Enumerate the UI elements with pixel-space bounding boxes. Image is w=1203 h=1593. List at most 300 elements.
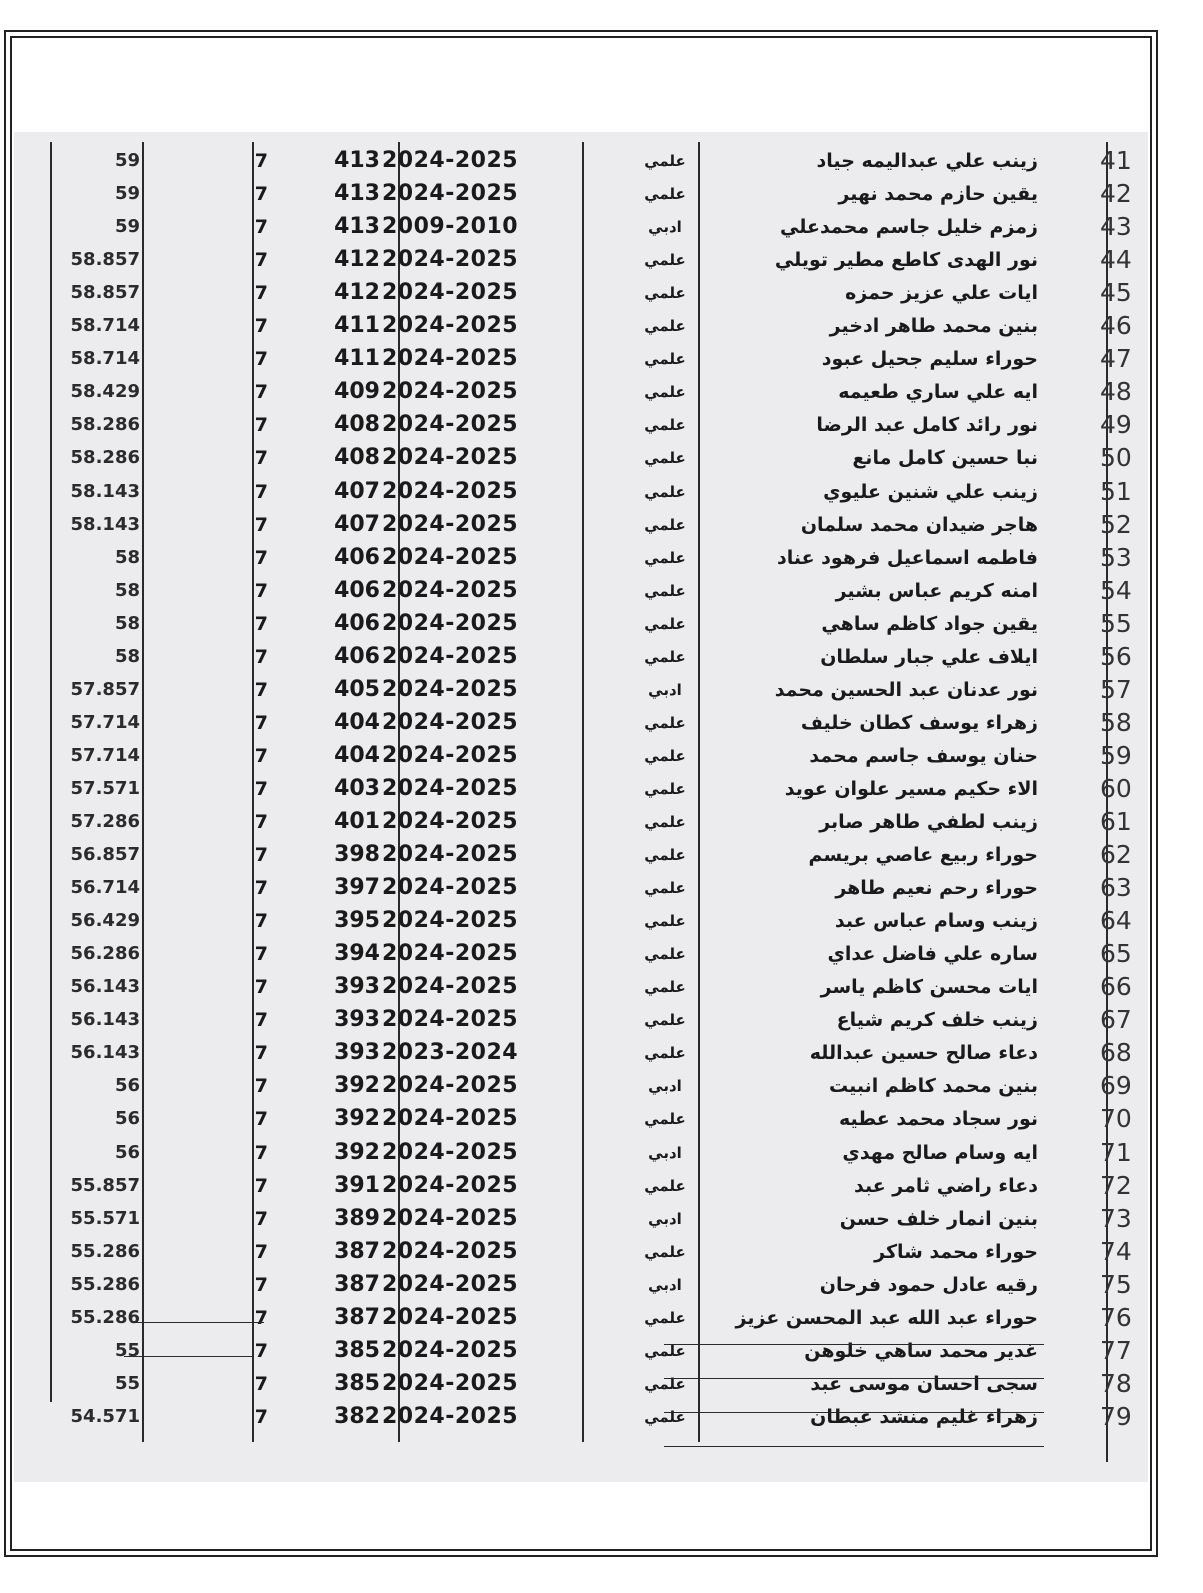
- total-score: 408: [334, 445, 380, 471]
- row-number: 64: [1100, 906, 1132, 936]
- total-score: 413: [334, 181, 380, 207]
- subject-count: 7: [254, 1273, 268, 1296]
- academic-year: 2024-2025: [382, 709, 519, 735]
- table-row: [14, 1204, 1148, 1234]
- average-score: 59: [114, 183, 140, 205]
- average-score: 56: [114, 1075, 140, 1097]
- academic-year: 2024-2025: [382, 1172, 519, 1198]
- row-number: 68: [1100, 1038, 1132, 1068]
- academic-year: 2024-2025: [382, 875, 519, 901]
- branch: علمي: [644, 152, 686, 170]
- total-score: 385: [334, 1337, 380, 1363]
- average-score: 56.429: [70, 910, 140, 932]
- average-score: 56.714: [70, 877, 140, 899]
- average-score: 58: [114, 579, 140, 601]
- academic-year: 2024-2025: [382, 1073, 519, 1099]
- branch: علمي: [644, 713, 686, 732]
- average-score: 58: [114, 546, 140, 568]
- table-row: [14, 774, 1148, 804]
- row-number: 47: [1100, 344, 1132, 374]
- subject-count: 7: [254, 579, 268, 602]
- branch: ادبي: [648, 218, 682, 237]
- table-row: [14, 906, 1148, 936]
- row-border: [664, 1412, 1044, 1413]
- academic-year: 2024-2025: [382, 1304, 519, 1330]
- average-score: 56.857: [70, 844, 140, 866]
- student-name: نور سجاد محمد عطيه: [838, 1108, 1038, 1131]
- academic-year: 2024-2025: [382, 1139, 519, 1165]
- total-score: 405: [334, 676, 380, 702]
- table-row: [14, 675, 1148, 705]
- academic-year: 2024-2025: [382, 379, 519, 405]
- student-name: حوراء رحم نعيم طاهر: [835, 877, 1038, 900]
- table-row: [14, 1402, 1148, 1432]
- subject-count: 7: [254, 1141, 268, 1164]
- total-score: 389: [334, 1205, 380, 1231]
- academic-year: 2024-2025: [382, 1238, 519, 1264]
- branch: علمي: [644, 1110, 686, 1129]
- academic-year: 2024-2025: [382, 643, 519, 669]
- academic-year: 2024-2025: [382, 280, 519, 306]
- table-row: [14, 1303, 1148, 1333]
- total-score: 406: [334, 610, 380, 636]
- row-number: 69: [1100, 1071, 1132, 1101]
- student-name: فاطمه اسماعيل فرهود عناد: [776, 546, 1038, 569]
- branch: علمي: [644, 1374, 686, 1393]
- row-number: 43: [1100, 212, 1132, 242]
- row-number: 77: [1100, 1335, 1132, 1365]
- average-score: 55.286: [70, 1273, 140, 1295]
- student-name: بنين محمد كاظم انبيت: [828, 1075, 1038, 1098]
- table-row: [14, 576, 1148, 606]
- academic-year: 2024-2025: [382, 1205, 519, 1231]
- total-score: 409: [334, 379, 380, 405]
- subject-count: 7: [254, 1009, 268, 1032]
- average-score: 58.286: [70, 414, 140, 436]
- row-number: 63: [1100, 873, 1132, 903]
- student-name: يقين حازم محمد نهير: [838, 183, 1038, 206]
- row-number: 57: [1100, 674, 1132, 704]
- total-score: 387: [334, 1238, 380, 1264]
- row-border: [664, 1378, 1044, 1379]
- total-score: 411: [334, 313, 380, 339]
- subject-count: 7: [254, 249, 268, 272]
- total-score: 411: [334, 346, 380, 372]
- student-name: ايلاف علي جبار سلطان: [820, 645, 1038, 668]
- total-score: 393: [334, 1040, 380, 1066]
- table-row: [14, 311, 1148, 341]
- academic-year: 2024-2025: [382, 1007, 519, 1033]
- row-number: 46: [1100, 311, 1132, 341]
- row-number: 54: [1100, 575, 1132, 605]
- table-row: [14, 245, 1148, 275]
- subject-count: 7: [254, 480, 268, 503]
- table-row: [14, 179, 1148, 209]
- row-number: 75: [1100, 1269, 1132, 1299]
- total-score: 412: [334, 280, 380, 306]
- average-score: 55: [114, 1372, 140, 1394]
- branch: علمي: [644, 1176, 686, 1195]
- row-number: 65: [1100, 939, 1132, 969]
- total-score: 401: [334, 809, 380, 834]
- branch: علمي: [644, 746, 686, 765]
- table-row: [14, 741, 1148, 771]
- total-score: 387: [334, 1271, 380, 1297]
- subject-count: 7: [254, 150, 268, 172]
- average-score: 57.286: [70, 811, 140, 832]
- total-score: 395: [334, 908, 380, 934]
- subject-count: 7: [254, 976, 268, 999]
- student-name: ساره علي فاضل عداي: [827, 943, 1038, 966]
- academic-year: 2024-2025: [382, 1403, 519, 1429]
- table-row: [14, 1104, 1148, 1134]
- table-row: [14, 1071, 1148, 1101]
- total-score: 413: [334, 148, 380, 173]
- academic-year: 2024-2025: [382, 247, 519, 273]
- row-number: 59: [1100, 740, 1132, 770]
- branch: علمي: [644, 350, 686, 369]
- branch: علمي: [644, 945, 686, 964]
- subject-count: 7: [254, 1240, 268, 1263]
- academic-year: 2024-2025: [382, 1370, 519, 1396]
- academic-year: 2023-2024: [382, 1040, 519, 1066]
- branch: علمي: [644, 548, 686, 567]
- total-score: 393: [334, 974, 380, 1000]
- average-score: 56: [114, 1108, 140, 1130]
- branch: علمي: [644, 515, 686, 534]
- subject-count: 7: [254, 513, 268, 536]
- student-name: زهراء يوسف كطان خليف: [800, 711, 1038, 734]
- subject-count: 7: [254, 910, 268, 933]
- average-score: 59: [114, 216, 140, 238]
- row-number: 73: [1100, 1203, 1132, 1233]
- total-score: 406: [334, 577, 380, 603]
- total-score: 392: [334, 1139, 380, 1165]
- subject-count: 7: [254, 1108, 268, 1131]
- academic-year: 2024-2025: [382, 742, 519, 768]
- subject-count: 7: [254, 612, 268, 635]
- table-row: [14, 377, 1148, 407]
- row-border: [124, 1356, 254, 1357]
- average-score: 58: [114, 645, 140, 667]
- total-score: 394: [334, 941, 380, 967]
- total-score: 398: [334, 842, 380, 868]
- average-score: 58.143: [70, 480, 140, 502]
- row-number: 62: [1100, 840, 1132, 870]
- student-name: حوراء محمد شاكر: [874, 1240, 1038, 1263]
- subject-count: 7: [254, 1207, 268, 1230]
- academic-year: 2024-2025: [382, 809, 519, 834]
- average-score: 57.714: [70, 711, 140, 733]
- total-score: 406: [334, 643, 380, 669]
- academic-year: 2024-2025: [382, 941, 519, 967]
- average-score: 58.857: [70, 282, 140, 304]
- academic-year: 2024-2025: [382, 313, 519, 339]
- student-name: ايات علي عزيز حمزه: [845, 282, 1038, 305]
- academic-year: 2024-2025: [382, 445, 519, 471]
- row-number: 50: [1100, 443, 1132, 473]
- branch: علمي: [644, 581, 686, 600]
- average-score: 55.286: [70, 1306, 140, 1328]
- row-border: [134, 1322, 264, 1323]
- subject-count: 7: [254, 811, 268, 833]
- total-score: 387: [334, 1304, 380, 1330]
- student-name: حوراء عبد الله عبد المحسن عزيز: [735, 1306, 1038, 1329]
- student-name: نبا حسين كامل مانع: [852, 447, 1038, 470]
- total-score: 404: [334, 709, 380, 735]
- average-score: 56.143: [70, 1042, 140, 1064]
- row-number: 78: [1100, 1368, 1132, 1398]
- average-score: 59: [114, 150, 140, 171]
- academic-year: 2024-2025: [382, 974, 519, 1000]
- student-name: نور عدنان عبد الحسين محمد: [774, 678, 1038, 701]
- student-name: زينب وسام عباس عبد: [834, 910, 1038, 933]
- academic-year: 2024-2025: [382, 676, 519, 702]
- subject-count: 7: [254, 381, 268, 404]
- branch: علمي: [644, 284, 686, 303]
- student-name: زينب لطفي طاهر صابر: [819, 811, 1038, 833]
- total-score: 413: [334, 214, 380, 240]
- academic-year: 2024-2025: [382, 577, 519, 603]
- academic-year: 2024-2025: [382, 412, 519, 438]
- subject-count: 7: [254, 546, 268, 569]
- average-score: 57.857: [70, 678, 140, 700]
- student-name: هاجر ضيدان محمد سلمان: [800, 513, 1038, 536]
- total-score: 391: [334, 1172, 380, 1198]
- average-score: 58.429: [70, 381, 140, 403]
- branch: علمي: [644, 978, 686, 997]
- student-name: دعاء راضي ثامر عبد: [853, 1174, 1038, 1197]
- table-row: [14, 1237, 1148, 1267]
- total-score: 406: [334, 544, 380, 570]
- subject-count: 7: [254, 1372, 268, 1395]
- average-score: 55.286: [70, 1240, 140, 1262]
- row-number: 72: [1100, 1170, 1132, 1200]
- row-number: 55: [1100, 608, 1132, 638]
- student-name: ايه علي ساري طعيمه: [838, 381, 1038, 404]
- row-number: 70: [1100, 1104, 1132, 1134]
- average-score: 56.143: [70, 1009, 140, 1031]
- subject-count: 7: [254, 1075, 268, 1098]
- branch: علمي: [644, 846, 686, 865]
- row-border: [664, 1446, 1044, 1447]
- table-row: [14, 1038, 1148, 1068]
- academic-year: 2024-2025: [382, 908, 519, 934]
- total-score: 393: [334, 1007, 380, 1033]
- student-name: نور الهدى كاطع مطير تويلي: [774, 249, 1038, 272]
- row-number: 51: [1100, 476, 1132, 506]
- student-name: حنان يوسف جاسم محمد: [809, 744, 1038, 767]
- table-row: [14, 212, 1148, 242]
- branch: ادبي: [648, 1209, 682, 1228]
- branch: علمي: [644, 647, 686, 666]
- student-name: حوراء سليم جحيل عبود: [821, 348, 1038, 371]
- total-score: 392: [334, 1106, 380, 1132]
- average-score: 55.571: [70, 1207, 140, 1229]
- student-name: دعاء صالح حسين عبدالله: [809, 1042, 1038, 1065]
- table-row: [14, 939, 1148, 969]
- student-name: بنين انمار خلف حسن: [839, 1207, 1038, 1230]
- subject-count: 7: [254, 744, 268, 767]
- table-row: [14, 477, 1148, 507]
- row-number: 49: [1100, 410, 1132, 440]
- subject-count: 7: [254, 315, 268, 338]
- student-name: نور رائد كامل عبد الرضا: [816, 414, 1038, 437]
- table-row: [14, 1270, 1148, 1300]
- subject-count: 7: [254, 645, 268, 668]
- table-row: [14, 609, 1148, 639]
- table-row: [14, 543, 1148, 573]
- total-score: 382: [334, 1403, 380, 1429]
- row-number: 67: [1100, 1005, 1132, 1035]
- average-score: 55.857: [70, 1174, 140, 1196]
- subject-count: 7: [254, 216, 268, 239]
- academic-year: 2024-2025: [382, 148, 519, 173]
- student-name: زينب علي شنين عليوي: [823, 480, 1038, 503]
- average-score: 55: [114, 1339, 140, 1361]
- row-number: 61: [1100, 807, 1132, 836]
- branch: علمي: [644, 1242, 686, 1261]
- branch: علمي: [644, 416, 686, 435]
- subject-count: 7: [254, 711, 268, 734]
- average-score: 58.286: [70, 447, 140, 469]
- student-name: زينب علي عبداليمه جياد: [816, 150, 1038, 172]
- student-name: امنه كريم عباس بشير: [835, 579, 1038, 602]
- subject-count: 7: [254, 282, 268, 305]
- branch: علمي: [644, 482, 686, 501]
- table-row: [14, 146, 1148, 176]
- table-row: [14, 1138, 1148, 1168]
- total-score: 404: [334, 742, 380, 768]
- branch: علمي: [644, 779, 686, 798]
- student-name: زهراء غليم منشد عبطان: [810, 1405, 1038, 1428]
- row-number: 60: [1100, 773, 1132, 803]
- row-number: 52: [1100, 509, 1132, 539]
- academic-year: 2024-2025: [382, 842, 519, 868]
- subject-count: 7: [254, 183, 268, 206]
- subject-count: 7: [254, 777, 268, 800]
- average-score: 56.143: [70, 976, 140, 998]
- subject-count: 7: [254, 1405, 268, 1428]
- subject-count: 7: [254, 678, 268, 701]
- academic-year: 2024-2025: [382, 478, 519, 504]
- branch: علمي: [644, 449, 686, 468]
- row-number: 76: [1100, 1302, 1132, 1332]
- total-score: 392: [334, 1073, 380, 1099]
- table-row: [14, 708, 1148, 738]
- academic-year: 2024-2025: [382, 1106, 519, 1132]
- subject-count: 7: [254, 844, 268, 867]
- average-score: 58.857: [70, 249, 140, 271]
- average-score: 57.571: [70, 777, 140, 799]
- table-row: [14, 443, 1148, 473]
- average-score: 58.714: [70, 348, 140, 370]
- student-name: بنين محمد طاهر ادخير: [829, 315, 1038, 338]
- student-name: رقيه عادل حمود فرحان: [819, 1273, 1038, 1296]
- total-score: 412: [334, 247, 380, 273]
- branch: علمي: [644, 317, 686, 336]
- student-name: غدير محمد ساهي خلوهن: [804, 1339, 1038, 1362]
- branch: علمي: [644, 1044, 686, 1063]
- average-score: 54.571: [70, 1405, 140, 1427]
- academic-year: 2024-2025: [382, 511, 519, 537]
- row-number: 66: [1100, 972, 1132, 1002]
- results-table: [14, 132, 1148, 1482]
- branch: علمي: [644, 1407, 686, 1426]
- academic-year: 2024-2025: [382, 775, 519, 801]
- table-row: [14, 1336, 1148, 1366]
- subject-count: 7: [254, 1174, 268, 1197]
- average-score: 56: [114, 1141, 140, 1163]
- row-number: 45: [1100, 278, 1132, 308]
- student-name: الاء حكيم مسير علوان عويد: [784, 777, 1038, 800]
- row-number: 42: [1100, 179, 1132, 209]
- academic-year: 2024-2025: [382, 1337, 519, 1363]
- table-row: [14, 972, 1148, 1002]
- table-row: [14, 642, 1148, 672]
- row-number: 58: [1100, 707, 1132, 737]
- academic-year: 2009-2010: [382, 214, 519, 240]
- row-number: 41: [1100, 146, 1132, 175]
- table-row: [14, 410, 1148, 440]
- table-row: [14, 1171, 1148, 1201]
- branch: علمي: [644, 912, 686, 931]
- subject-count: 7: [254, 1042, 268, 1065]
- subject-count: 7: [254, 943, 268, 966]
- branch: علمي: [644, 1341, 686, 1360]
- row-number: 44: [1100, 245, 1132, 275]
- student-name: زينب خلف كريم شياع: [836, 1009, 1038, 1032]
- row-number: 79: [1100, 1401, 1132, 1431]
- table-row: [14, 278, 1148, 308]
- student-name: زمزم خليل جاسم محمدعلي: [780, 216, 1038, 239]
- average-score: 56.286: [70, 943, 140, 965]
- branch: علمي: [644, 614, 686, 633]
- table-row: [14, 873, 1148, 903]
- branch: علمي: [644, 813, 686, 831]
- table-row: [14, 1005, 1148, 1035]
- branch: ادبي: [648, 1077, 682, 1096]
- total-score: 385: [334, 1370, 380, 1396]
- row-number: 74: [1100, 1236, 1132, 1266]
- academic-year: 2024-2025: [382, 346, 519, 372]
- average-score: 57.714: [70, 744, 140, 766]
- row-number: 48: [1100, 377, 1132, 407]
- subject-count: 7: [254, 1306, 268, 1329]
- branch: علمي: [644, 251, 686, 270]
- academic-year: 2024-2025: [382, 610, 519, 636]
- branch: علمي: [644, 185, 686, 204]
- table-row: [14, 807, 1148, 837]
- subject-count: 7: [254, 1339, 268, 1362]
- academic-year: 2024-2025: [382, 1271, 519, 1297]
- total-score: 407: [334, 511, 380, 537]
- branch: علمي: [644, 383, 686, 402]
- subject-count: 7: [254, 447, 268, 470]
- subject-count: 7: [254, 414, 268, 437]
- student-name: ايه وسام صالح مهدي: [842, 1141, 1038, 1164]
- student-name: سجى احسان موسى عبد: [810, 1372, 1038, 1395]
- branch: ادبي: [648, 1143, 682, 1162]
- total-score: 403: [334, 775, 380, 801]
- total-score: 408: [334, 412, 380, 438]
- average-score: 58.143: [70, 513, 140, 535]
- subject-count: 7: [254, 877, 268, 900]
- student-name: حوراء ربيع عاصي بريسم: [808, 844, 1038, 867]
- student-name: ايات محسن كاظم ياسر: [820, 976, 1038, 999]
- row-number: 71: [1100, 1137, 1132, 1167]
- average-score: 58: [114, 612, 140, 634]
